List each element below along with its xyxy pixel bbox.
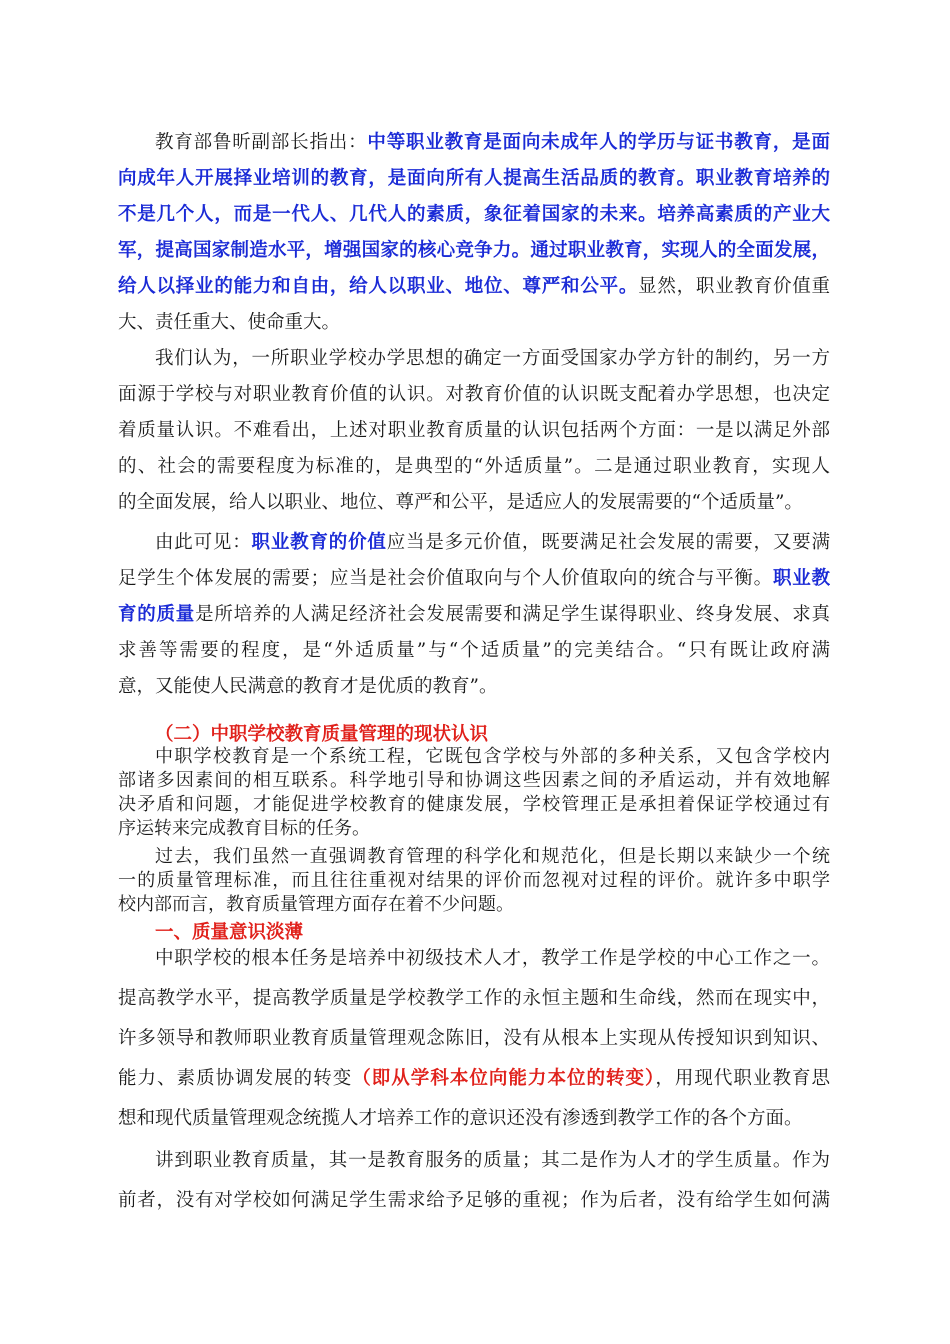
body-text: 面源于学校与对职业教育价值的认识。对教育价值的认识既支配着办学思想，也决定 — [118, 384, 830, 405]
paragraph-line — [118, 1104, 830, 1130]
emphasis-text-blue: 职业教 — [772, 568, 830, 589]
body-text: 着质量认识。不难看出，上述对职业教育质量的认识包括两个方面：一是以满足外部 — [118, 420, 830, 441]
body-text: 中职学校的根本任务是培养中初级技术人才，教学工作是学校的中心工作之一。 — [155, 948, 830, 969]
body-text: 部诸多因素间的相互联系。科学地引导和协调这些因素之间的矛盾运动，并有效地解 — [118, 770, 830, 791]
paragraph-line — [118, 200, 830, 226]
body-text: 意，又能使人民满意的教育才是优质的教育”。 — [118, 676, 498, 697]
paragraph-line — [155, 944, 830, 970]
body-text: 提高教学水平，提高教学质量是学校教学工作的永恒主题和生命线，然而在现实中， — [118, 988, 830, 1009]
paragraph-line — [118, 600, 830, 626]
paragraph-line — [118, 488, 830, 514]
emphasis-text-blue: 军，提高国家制造水平，增强国家的核心竞争力。通过职业教育，实现人的全面发展， — [118, 240, 830, 261]
body-text: 的、社会的需要程度为标准的，是典型的“外适质量”。二是通过职业教育，实现人 — [118, 456, 830, 477]
paragraph-line — [118, 790, 830, 816]
paragraph-line — [155, 344, 830, 370]
body-text: 教育部鲁昕副部长指出： — [155, 132, 368, 153]
paragraph-line — [118, 308, 830, 334]
paragraph-line — [118, 380, 830, 406]
emphasis-text-blue: 育的质量 — [118, 604, 196, 625]
emphasis-text-red: （二）中职学校教育质量管理的现状认识 — [155, 724, 489, 745]
body-text: 是所培养的人满足经济社会发展需要和满足学生谋得职业、终身发展、求真 — [195, 604, 830, 625]
paragraph-line — [118, 636, 830, 662]
body-text: 中职学校教育是一个系统工程，它既包含学校与外部的多种关系，又包含学校内 — [155, 746, 830, 767]
body-text: 求善等需要的程度，是“外适质量”与“个适质量”的完美结合。“只有既让政府满 — [118, 640, 830, 661]
body-text: 足学生个体发展的需要；应当是社会价值取向与个人价值取向的统合与平衡。 — [118, 568, 773, 589]
paragraph-line — [118, 766, 830, 792]
paragraph-line — [118, 272, 830, 298]
paragraph-line — [118, 866, 830, 892]
emphasis-text-red: （即从学科本位向能力本位的转变） — [352, 1068, 656, 1089]
paragraph-line — [118, 236, 830, 262]
emphasis-text-red: 一、质量意识淡薄 — [155, 922, 304, 943]
paragraph-line — [118, 1186, 830, 1212]
paragraph-line — [155, 128, 830, 154]
body-text: 能力、素质协调发展的转变 — [118, 1068, 353, 1089]
paragraph-line — [118, 984, 830, 1010]
paragraph-line — [118, 890, 830, 916]
paragraph-line — [118, 1064, 830, 1090]
emphasis-text-blue: 不是几个人，而是一代人、几代人的素质，象征着国家的未来。培养高素质的产业大 — [118, 204, 830, 225]
body-text: 由此可见： — [155, 532, 252, 553]
paragraph-line — [118, 1024, 830, 1050]
body-text: 过去，我们虽然一直强调教育管理的科学化和规范化，但是长期以来缺少一个统 — [155, 846, 830, 867]
body-text: 显然，职业教育价值重 — [638, 276, 830, 297]
body-text: 一的质量管理标准，而且往往重视对结果的评价而忽视对过程的评价。就许多中职学 — [118, 870, 830, 891]
body-text: 想和现代质量管理观念统揽人才培养工作的意识还没有渗透到教学工作的各个方面。 — [118, 1108, 803, 1129]
paragraph-line — [118, 672, 830, 698]
paragraph-line — [155, 528, 830, 554]
body-text: 应当是多元价值，既要满足社会发展的需要，又要满 — [386, 532, 830, 553]
paragraph-line — [118, 814, 830, 840]
paragraph-line — [118, 416, 830, 442]
paragraph-line — [118, 452, 830, 478]
paragraph-line — [155, 1146, 830, 1172]
emphasis-text-blue: 职业教育的价值 — [251, 532, 387, 553]
body-text: 前者，没有对学校如何满足学生需求给予足够的重视；作为后者，没有给学生如何满 — [118, 1190, 830, 1211]
body-text: ，用现代职业教育思 — [655, 1068, 830, 1089]
body-text: 许多领导和教师职业教育质量管理观念陈旧，没有从根本上实现从传授知识到知识、 — [118, 1028, 830, 1049]
paragraph-line — [118, 564, 830, 590]
body-text: 决矛盾和问题，才能促进学校教育的健康发展，学校管理正是承担着保证学校通过有 — [118, 794, 830, 815]
section-heading — [155, 918, 830, 944]
paragraph-line — [155, 842, 830, 868]
body-text: 校内部而言，教育质量管理方面存在着不少问题。 — [118, 894, 514, 915]
paragraph-line — [118, 164, 830, 190]
body-text: 讲到职业教育质量，其一是教育服务的质量；其二是作为人才的学生质量。作为 — [155, 1150, 830, 1171]
body-text: 我们认为，一所职业学校办学思想的确定一方面受国家办学方针的制约，另一方 — [155, 348, 830, 369]
emphasis-text-blue: 给人以择业的能力和自由，给人以职业、地位、尊严和公平。 — [118, 276, 639, 297]
body-text: 的全面发展，给人以职业、地位、尊严和公平，是适应人的发展需要的“个适质量”。 — [118, 492, 803, 513]
body-text: 大、责任重大、使命重大。 — [118, 312, 341, 333]
body-text: 序运转来完成教育目标的任务。 — [118, 818, 370, 839]
emphasis-text-blue: 中等职业教育是面向未成年人的学历与证书教育，是面 — [367, 132, 830, 153]
emphasis-text-blue: 向成年人开展择业培训的教育，是面向所有人提高生活品质的教育。职业教育培养的 — [118, 168, 830, 189]
paragraph-line — [155, 742, 830, 768]
